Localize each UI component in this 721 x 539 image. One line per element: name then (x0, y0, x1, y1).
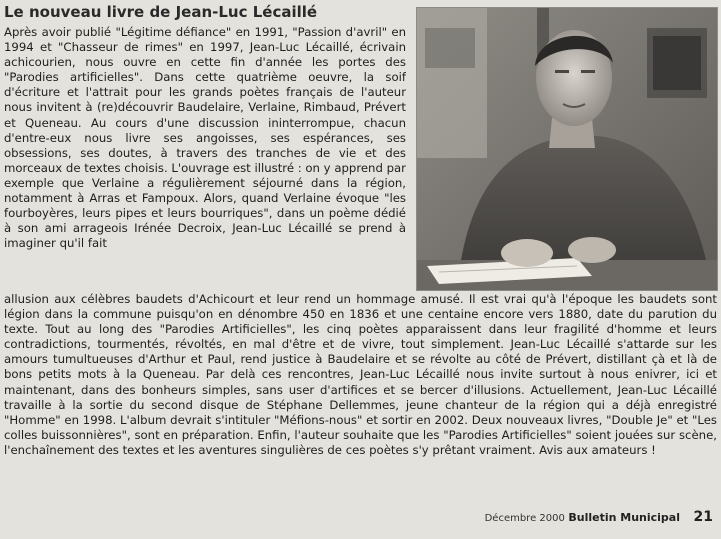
article-paragraph-top: Après avoir publié "Légitime défiance" en 1991, "Passion d'avril" en 1994 et "Chasseur de rimes" en 1997, Jean-Luc Lécaillé, écrivain achicourien, nous ouvre en cette fin d'année les portes des "Parodies artificielles". Dans cette quatrième oeuvre, la soif d'écriture et l'attrait pour les grands poètes français de l'auteur nous invitent à (re)découvrir Baudelaire, Verlaine, Rimbaud, Prévert et Queneau. Au cours d'une discussion ininterrompue, chacun d'entre-eux nous livre ses angoisses, ses espérances, ses obsessions, ses doutes, à travers des tranches de vie et des morceaux de textes choisis. L'ouvrage est illustré : on y apprend par exemple que Verlaine a régulièrement séjourné dans la région, notamment à Arras et Fampoux. Alors, quand Verlaine évoque "les fourboyères, leurs pipes et leurs bourriques", dans un poème dédié à son ami arrageois Irénée Decroix, Jean-Luc Lécaillé se prend à imaginer qu'il fait (4, 25, 406, 251)
article-title: Le nouveau livre de Jean-Luc Lécaillé (4, 3, 318, 21)
page-number: 21 (693, 509, 713, 525)
page-footer (485, 509, 713, 527)
author-portrait-image (417, 8, 717, 290)
footer-publication: Bulletin Municipal (568, 511, 681, 524)
article-paragraph-bottom: allusion aux célèbres baudets d'Achicourt et leur rend un hommage amusé. Il est vrai qu'à l'époque les baudets sont légion dans la commune puisqu'on en dénombre 450 en 1836 et une centaine encore vers 1880, date du parution du texte. Tout au long des "Parodies Artificielles", les cinq poètes apparaissent dans leur fragilité d'homme et leurs contradictions, tourmentés, révoltés, en mal d'être et de vivre, tout simplement. Jean-Luc Lécaillé s'attarde sur les amours tumultueuses d'Arthur et Paul, rend justice à Baudelaire et se révolte au côté de Prévert, distillant çà et là de bons petits mots à la Queneau. Par delà ces rencontres, Jean-Luc Lécaillé nous invite surtout à nous enivrer, ici et maintenant, dans des bonheurs simples, sans user d'artifices et se bercer d'illusions. Actuellement, Jean-Luc Lécaillé travaille à la sortie du second disque de Stéphane Dellemmes, jeune chanteur de la région qui a déjà enregistré "Homme" en 1998. L'album devrait s'intituler "Méfions-nous" et sortir en 2002. Deux nouveaux livres, "Double Je" et "Les colles buissonnières", sont en préparation. Enfin, l'auteur souhaite que les "Parodies Artificielles" soient jouées sur scène, l'enchaînement des textes et les aventures singulières de ces poètes s'y prêtant vraiment. Avis aux amateurs ! (4, 292, 717, 457)
author-photo (416, 7, 718, 291)
footer-date: Décembre 2000 (484, 513, 565, 524)
